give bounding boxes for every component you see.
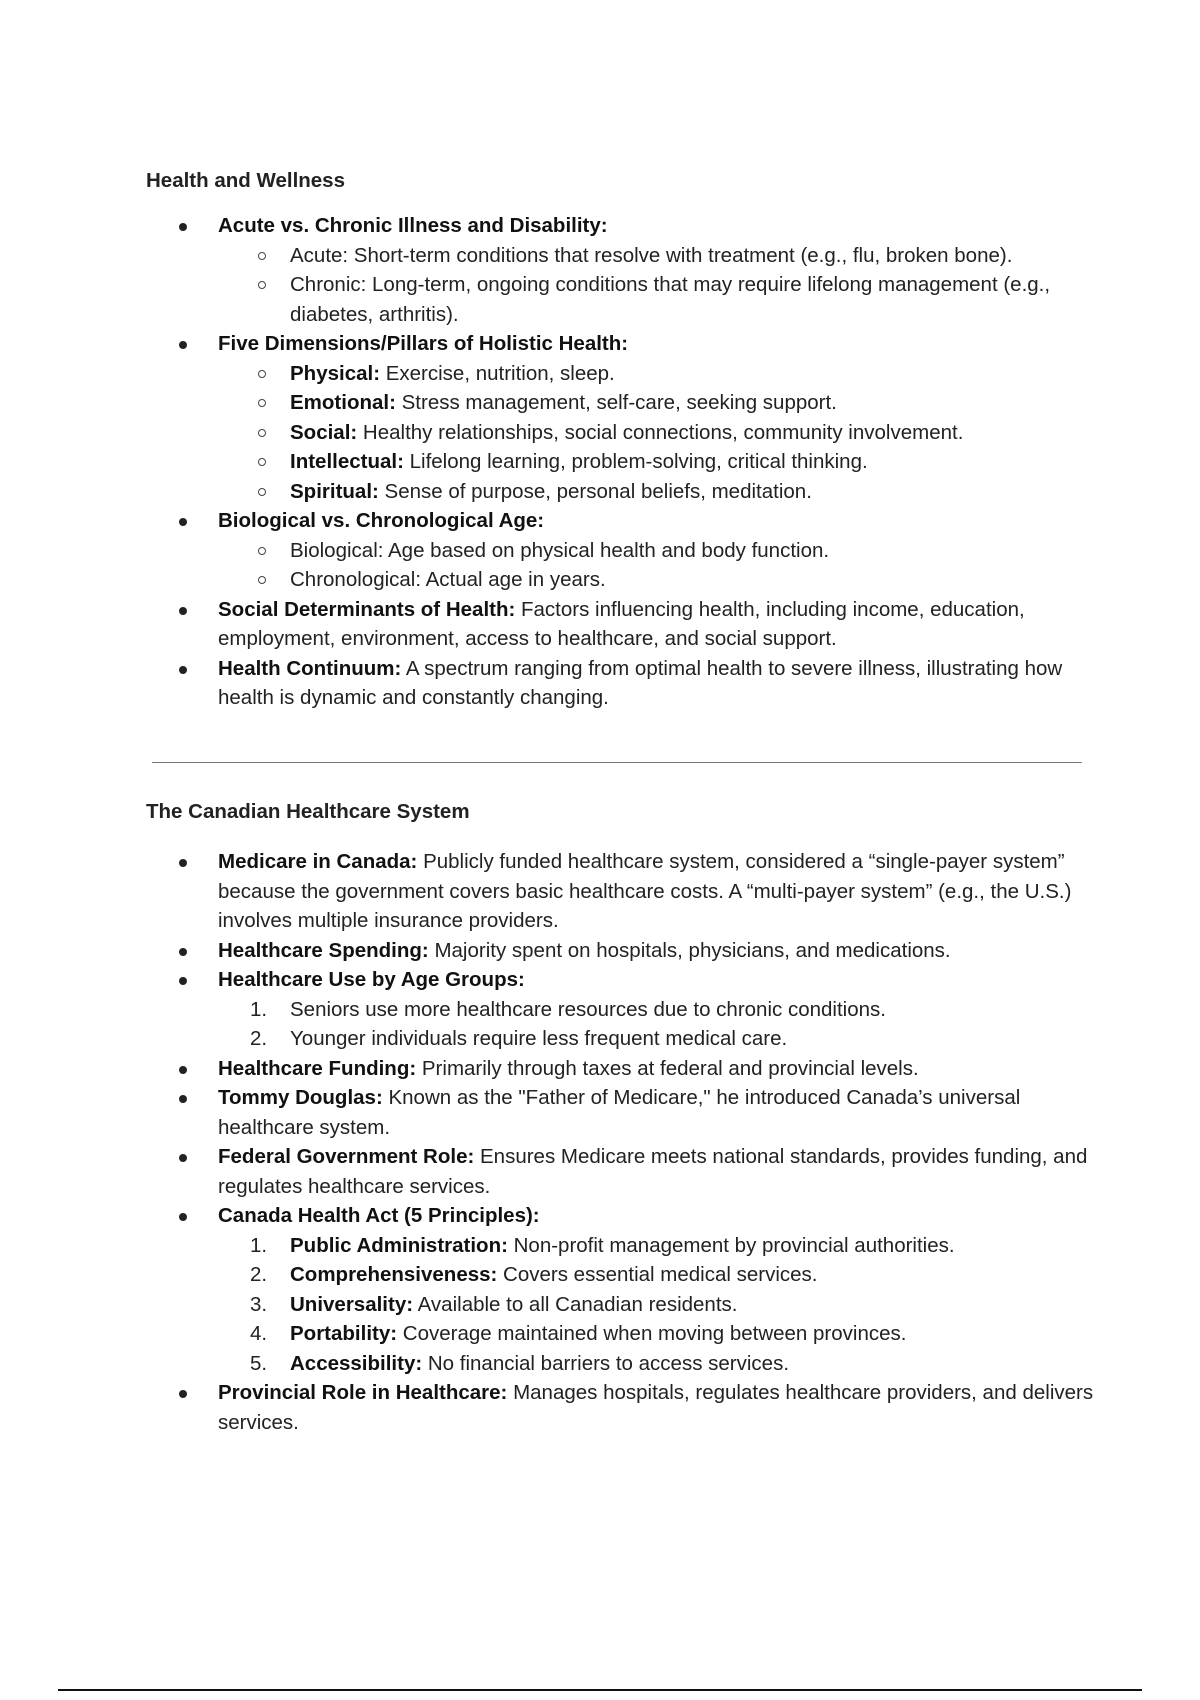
- item-number: 3.: [250, 1292, 268, 1316]
- sub-item-term: Public Administration:: [290, 1233, 508, 1257]
- sub-item-term: Physical:: [290, 361, 381, 385]
- list-item-medicare: [146, 847, 1096, 936]
- list-item-age: [146, 506, 1096, 595]
- list-item-provincial-role: [146, 1378, 1096, 1437]
- sub-item-text: Exercise, nutrition, sleep.: [380, 361, 615, 385]
- item-text: Known as the "Father of Medicare," he introduced Canada’s universal healthcare system.: [218, 1086, 1021, 1139]
- horizontal-divider: [152, 762, 1082, 763]
- sub-item-text: Chronological: Actual age in years.: [290, 568, 606, 591]
- sub-item-text: Younger individuals require less frequent medical care.: [290, 1027, 788, 1050]
- circle-bullet-icon: [258, 488, 266, 496]
- item-term: Healthcare Funding:: [218, 1056, 417, 1080]
- list-item-social-determinants: [146, 595, 1096, 654]
- sub-item-text: Acute: Short-term conditions that resolve with treatment (e.g., flu, broken bone).: [290, 243, 1013, 267]
- sub-item-term: Intellectual:: [290, 450, 404, 473]
- item-term: Federal Government Role:: [218, 1145, 475, 1168]
- bullet-icon: [179, 607, 187, 615]
- item-term: Health Continuum:: [218, 656, 402, 680]
- item-term: Provincial Role in Healthcare:: [218, 1381, 508, 1404]
- sub-item-text: Seniors use more healthcare resources due to chronic conditions.: [290, 997, 886, 1021]
- item-term: Social Determinants of Health:: [218, 597, 516, 621]
- list-item-use-by-age: [146, 965, 1096, 1054]
- sub-list: [218, 536, 1096, 595]
- item-title: Biological vs. Chronological Age:: [218, 509, 545, 532]
- item-text: Majority spent on hospitals, physicians, and medications.: [428, 938, 951, 962]
- bullet-icon: [179, 341, 187, 349]
- circle-bullet-icon: [258, 281, 266, 289]
- circle-bullet-icon: [258, 252, 266, 260]
- sub-item: [146, 241, 1096, 271]
- sub-item-term: Universality:: [290, 1292, 414, 1316]
- sub-item-term: Social:: [290, 420, 358, 444]
- list-item-tommy-douglas: [146, 1083, 1096, 1142]
- bullet-icon: [179, 948, 187, 956]
- sub-list: [218, 359, 1096, 507]
- sub-item: [146, 447, 1096, 477]
- item-number: 1.: [250, 997, 268, 1021]
- item-title: Healthcare Use by Age Groups:: [218, 968, 525, 991]
- numbered-list: [218, 1231, 1096, 1379]
- item-number: 4.: [250, 1322, 268, 1345]
- sub-item-text: Lifelong learning, problem-solving, critical thinking.: [403, 450, 868, 473]
- bullet-icon: [179, 1066, 187, 1074]
- bullet-icon: [179, 1095, 187, 1103]
- sub-list: [218, 241, 1096, 330]
- bullet-icon: [179, 1390, 187, 1398]
- list-item-dimensions: [146, 329, 1096, 506]
- sub-item: [146, 477, 1096, 507]
- item-number: 5.: [250, 1351, 268, 1375]
- bullet-icon: [179, 859, 187, 867]
- sub-item-text: Biological: Age based on physical health and body function.: [290, 538, 830, 562]
- list-item-funding: [146, 1054, 1096, 1084]
- bullet-icon: [179, 977, 187, 985]
- bullet-icon: [179, 1154, 187, 1162]
- sub-item-text: Covers essential medical services.: [497, 1263, 818, 1286]
- bullet-icon: [179, 666, 187, 674]
- sub-item-text: No financial barriers to access services.: [422, 1351, 790, 1375]
- list-item-federal-role: [146, 1142, 1096, 1201]
- numbered-item: [146, 1349, 1096, 1379]
- item-text: Publicly funded healthcare system, considered a “single-payer system” because the government covers basic healthcare costs. A “multi-payer system” (e.g., the U.S.) involves multiple insurance providers.: [218, 850, 1072, 932]
- item-number: 2.: [250, 1263, 268, 1286]
- item-text: A spectrum ranging from optimal health to severe illness, illustrating how health is dynamic and constantly changing.: [218, 656, 1063, 709]
- page-bottom-rule: [58, 1689, 1142, 1691]
- sub-item-text: Non-profit management by provincial authorities.: [507, 1233, 955, 1257]
- item-title: Five Dimensions/Pillars of Holistic Health:: [218, 332, 629, 355]
- sub-item-term: Comprehensiveness:: [290, 1263, 498, 1286]
- list-item-acute-chronic: [146, 211, 1096, 329]
- numbered-item: [146, 1231, 1096, 1261]
- sub-item-term: Emotional:: [290, 391, 396, 414]
- numbered-item: [146, 1024, 1096, 1054]
- circle-bullet-icon: [258, 547, 266, 555]
- item-number: 2.: [250, 1027, 268, 1050]
- circle-bullet-icon: [258, 370, 266, 378]
- sub-item: [146, 359, 1096, 389]
- bullet-list: [146, 211, 1096, 713]
- item-term: Medicare in Canada:: [218, 850, 418, 873]
- sub-item-term: Spiritual:: [290, 479, 379, 503]
- list-item-health-continuum: [146, 654, 1096, 713]
- numbered-item: [146, 995, 1096, 1025]
- sub-item-term: Accessibility:: [290, 1351, 423, 1375]
- bullet-icon: [179, 518, 187, 526]
- item-term: Tommy Douglas:: [218, 1086, 383, 1109]
- item-text: Factors influencing health, including income, education, employment, environment, access to healthcare, and social support.: [218, 597, 1025, 650]
- section-health-wellness: [146, 166, 1096, 713]
- item-title: Canada Health Act (5 Principles):: [218, 1204, 540, 1227]
- item-number: 1.: [250, 1233, 268, 1257]
- bullet-list: [146, 847, 1096, 1437]
- circle-bullet-icon: [258, 458, 266, 466]
- sub-item-text: Coverage maintained when moving between provinces.: [397, 1322, 907, 1345]
- bullet-icon: [179, 1213, 187, 1221]
- sub-item: [146, 418, 1096, 448]
- item-text: Ensures Medicare meets national standards, provides funding, and regulates healthcare services.: [218, 1145, 1088, 1198]
- list-item-canada-health-act: [146, 1201, 1096, 1378]
- sub-item: [146, 565, 1096, 595]
- circle-bullet-icon: [258, 576, 266, 584]
- numbered-item: [146, 1290, 1096, 1320]
- sub-item-text: Healthy relationships, social connections, community involvement.: [357, 420, 964, 444]
- sub-item-term: Portability:: [290, 1322, 398, 1345]
- sub-item-text: Available to all Canadian residents.: [413, 1292, 738, 1316]
- sub-item: [146, 270, 1096, 329]
- numbered-item: [146, 1319, 1096, 1349]
- item-term: Healthcare Spending:: [218, 938, 429, 962]
- sub-item-text: Chronic: Long-term, ongoing conditions that may require lifelong management (e.g., diabetes, arthritis).: [290, 273, 1051, 326]
- sub-item-text: Stress management, self-care, seeking support.: [395, 391, 837, 414]
- numbered-list: [218, 995, 1096, 1054]
- section-heading: The Canadian Healthcare System: [146, 800, 470, 823]
- circle-bullet-icon: [258, 399, 266, 407]
- item-title: Acute vs. Chronic Illness and Disability:: [218, 214, 608, 237]
- sub-item: [146, 536, 1096, 566]
- list-item-spending: [146, 936, 1096, 966]
- item-text: Manages hospitals, regulates healthcare providers, and delivers services.: [218, 1381, 1094, 1434]
- section-canadian-healthcare: [146, 797, 1096, 1437]
- circle-bullet-icon: [258, 429, 266, 437]
- section-heading: Health and Wellness: [146, 169, 345, 192]
- bullet-icon: [179, 223, 187, 231]
- sub-item: [146, 388, 1096, 418]
- numbered-item: [146, 1260, 1096, 1290]
- sub-item-text: Sense of purpose, personal beliefs, meditation.: [378, 479, 812, 503]
- item-text: Primarily through taxes at federal and provincial levels.: [416, 1056, 919, 1080]
